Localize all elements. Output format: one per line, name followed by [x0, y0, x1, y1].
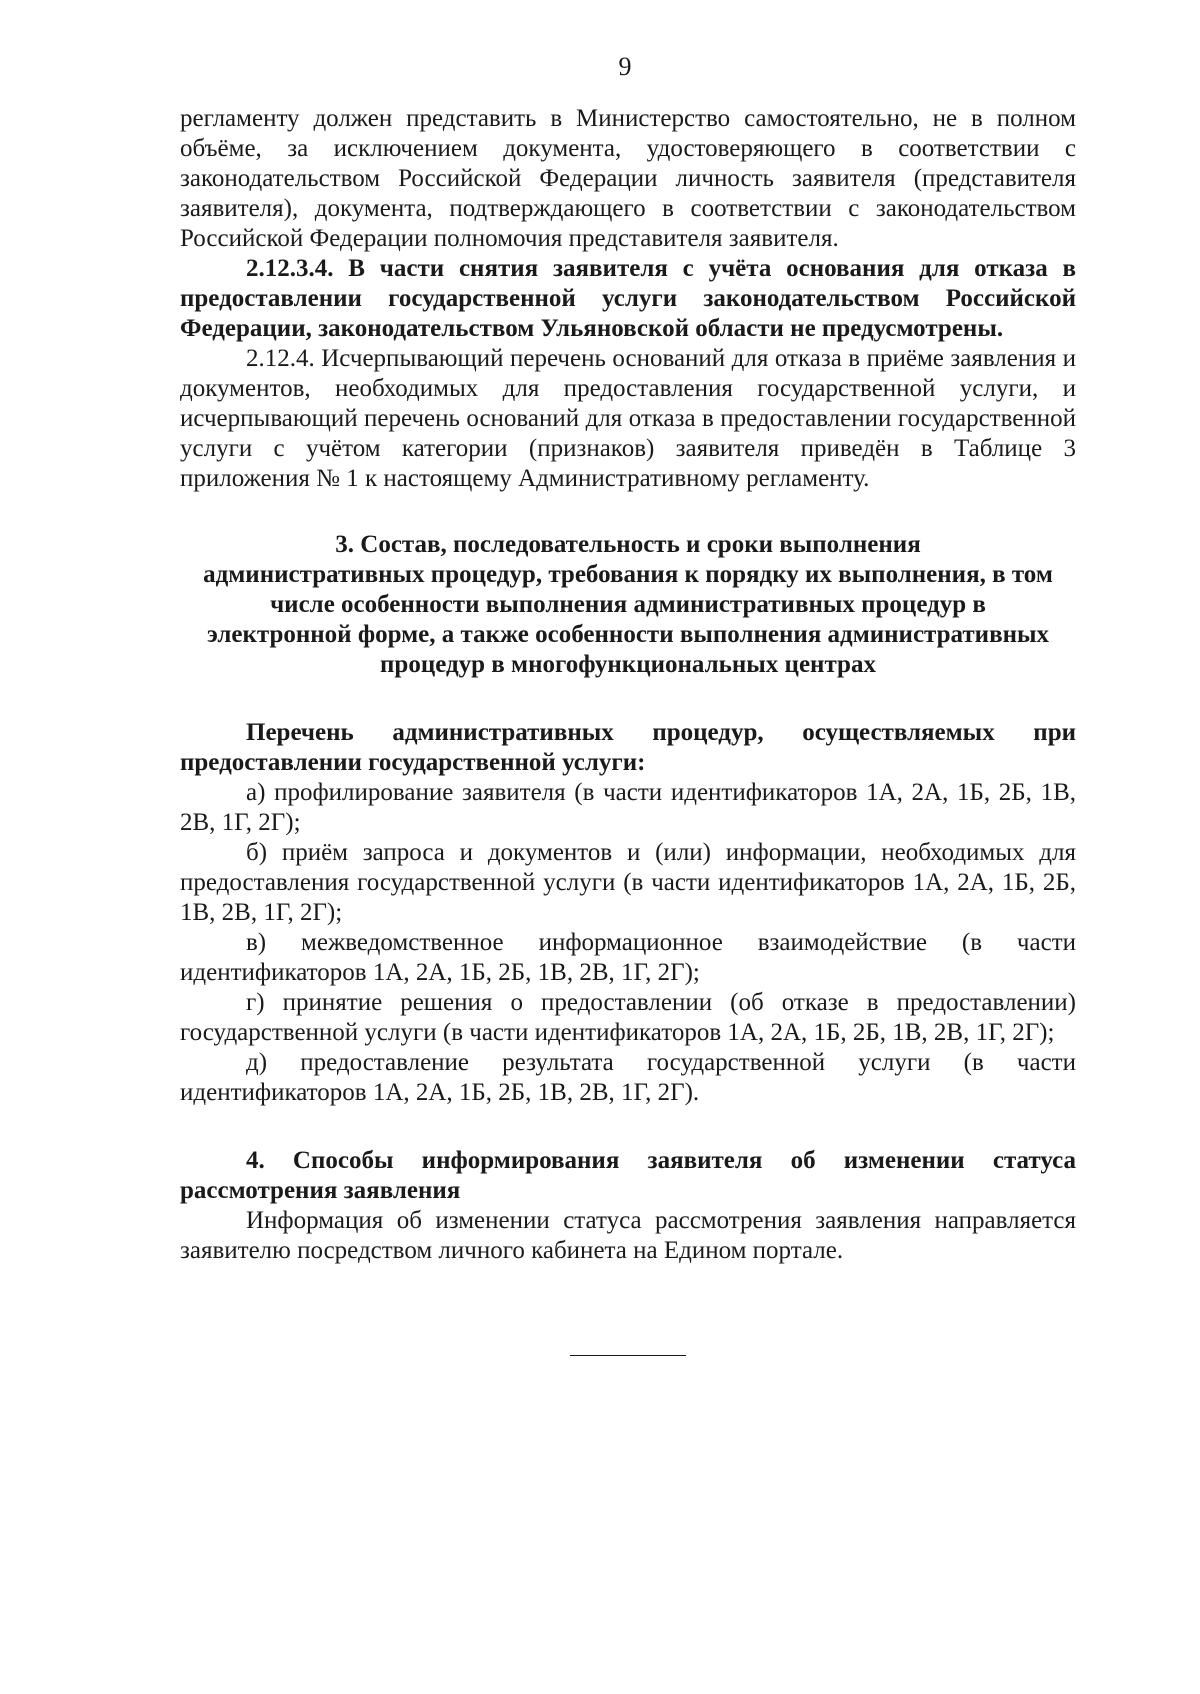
section-4-body: Информация об изменении статуса рассмотрения заявления направляется заявителю посредством личного кабинета на Едином портале.: [180, 1207, 1076, 1264]
section-3-title-line: административных процедур, требования к порядку их выполнения, в том: [203, 561, 1053, 588]
page-number: 9: [618, 52, 632, 81]
document-body: [180, 104, 1076, 1266]
list-item: б) приём запроса и документов и (или) информации, необходимых для предоставления государственной услуги (в части идентификаторов 1А, 2А, 1Б, 2Б, 1В, 2В, 1Г, 2Г);: [180, 839, 1076, 926]
list-item: д) предоставление результата государственной услуги (в части идентификаторов 1А, 2А, 1Б, 2Б, 1В, 2В, 1Г, 2Г).: [180, 1049, 1076, 1106]
paragraph-2-12-3-4: 2.12.3.4. В части снятия заявителя с учёта основания для отказа в предоставлении государственной услуги законодательством Российской Федерации, законодательством Ульяновской области не предусмотрены.: [180, 255, 1076, 342]
section-3-title-line: электронной форме, а также особенности выполнения административных: [206, 621, 1049, 648]
section-3-title-line: 3. Состав, последовательность и сроки выполнения: [335, 531, 921, 558]
end-of-document-rule: [570, 1355, 686, 1356]
section-4-title: 4. Способы информирования заявителя об изменении статуса рассмотрения заявления: [180, 1147, 1076, 1204]
procedures-list: [180, 778, 1076, 1108]
paragraph-2-12-4: 2.12.4. Исчерпывающий перечень оснований для отказа в приёме заявления и документов, необходимых для предоставления государственной услуги, и исчерпывающий перечень оснований для отказа в предоставлении государственной услуги с учётом категории (признаков) заявителя приведён в Таблице 3 приложения № 1 к настоящему Административному регламенту.: [180, 345, 1076, 492]
section-3-title-line: числе особенности выполнения административных процедур в: [270, 591, 986, 618]
list-item: а) профилирование заявителя (в части идентификаторов 1А, 2А, 1Б, 2Б, 1В, 2В, 1Г, 2Г);: [180, 779, 1076, 836]
list-item: в) межведомственное информационное взаимодействие (в части идентификаторов 1А, 2А, 1Б, 2Б, 1В, 2В, 1Г, 2Г);: [180, 929, 1076, 986]
list-item: г) принятие решения о предоставлении (об отказе в предоставлении) государственной услуги (в части идентификаторов 1А, 2А, 1Б, 2Б, 1В, 2В, 1Г, 2Г);: [180, 989, 1076, 1046]
paragraph-intro: регламенту должен представить в Министерство самостоятельно, не в полном объёме, за исключением документа, удостоверяющего в соответствии с законодательством Российской Федерации личность заявителя (представителя заявителя), документа, подтверждающего в соответствии с законодательством Российской Федерации полномочия представителя заявителя.: [180, 105, 1076, 252]
procedures-list-heading: Перечень административных процедур, осуществляемых при предоставлении государственной услуги:: [180, 719, 1076, 776]
section-3-title: [180, 530, 1076, 680]
section-3-title-line: процедур в многофункциональных центрах: [380, 651, 876, 678]
